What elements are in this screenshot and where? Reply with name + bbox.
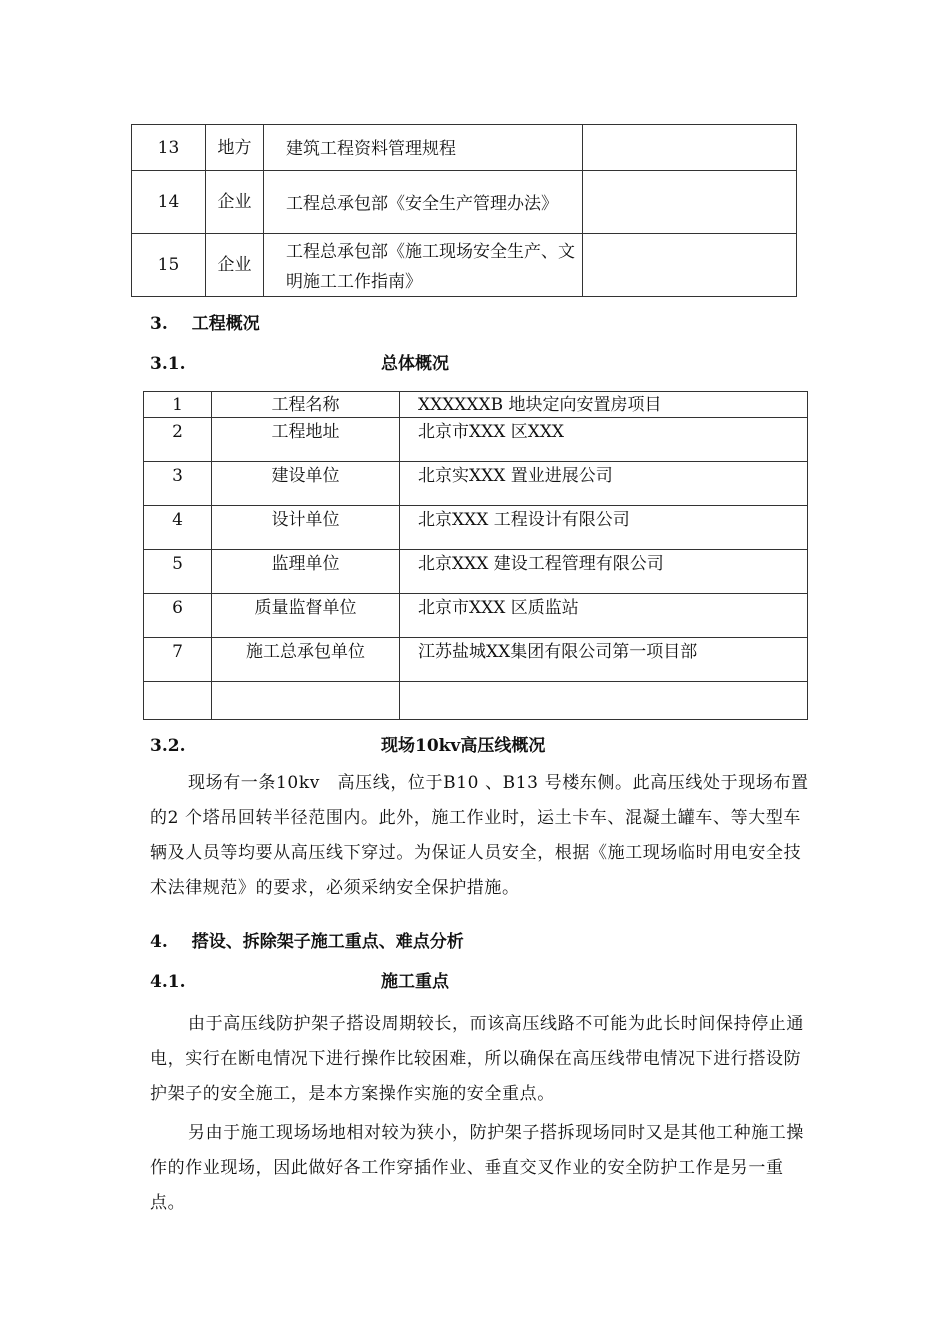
subsection-number: 3.2. xyxy=(150,736,186,756)
reg-note xyxy=(582,125,798,170)
section-title: 工程概况 xyxy=(191,314,260,334)
overview-item: 建设单位 xyxy=(211,462,399,505)
overview-no: 5 xyxy=(172,554,183,574)
body-paragraph: 另由于施工现场场地相对较为狭小，防护架子搭拆现场同时又是其他工种施工操作的作业现场，因此做好各工作穿插作业、垂直交叉作业的安全防护工作是另一重点。 xyxy=(150,1123,804,1213)
reg-title: 建筑工程资料管理规程 xyxy=(263,125,582,170)
table-row xyxy=(144,418,807,462)
body-paragraph: 现场有一条10kv 高压线，位于B10 、B13 号楼东侧。此高压线处于现场布置的2 个塔吊回转半径范围内。此外，施工作业时，运土卡车、混凝土罐车、等大型车辆及人员等均要从高压线下穿过。为保证人员安全，根据《施工现场临时用电安全技术法律规范》的要求，必须采纳安全保护措施。 xyxy=(150,773,809,898)
subsection-title: 施工重点 xyxy=(381,972,449,992)
reg-note xyxy=(582,171,798,233)
section-number: 3. xyxy=(150,314,168,334)
reg-no: 14 xyxy=(157,192,180,212)
section-number: 4. xyxy=(150,932,168,952)
overview-value: 北京市XXX 区XXX xyxy=(399,418,809,461)
subsection-title: 总体概况 xyxy=(381,354,449,374)
overview-item: 监理单位 xyxy=(211,550,399,593)
overview-no: 7 xyxy=(172,642,183,662)
section-title: 搭设、拆除架子施工重点、难点分析 xyxy=(191,932,464,952)
reg-no: 15 xyxy=(157,255,180,275)
reg-level: 企业 xyxy=(205,171,263,233)
table-row xyxy=(144,638,807,682)
reg-title: 工程总承包部《安全生产管理办法》 xyxy=(263,171,582,233)
table-row xyxy=(144,392,807,418)
overview-value: XXXXXXB 地块定向安置房项目 xyxy=(399,392,809,417)
subsection-title: 现场10kv高压线概况 xyxy=(381,736,546,756)
section-heading xyxy=(150,931,464,953)
table-row xyxy=(132,125,796,171)
table-row xyxy=(144,462,807,506)
project-overview-table xyxy=(143,391,808,720)
overview-value: 江苏盐城XX集团有限公司第一项目部 xyxy=(399,638,809,681)
overview-value: 北京实XXX 置业进展公司 xyxy=(399,462,809,505)
table-row xyxy=(132,234,796,296)
overview-no: 1 xyxy=(172,395,183,415)
overview-item: 设计单位 xyxy=(211,506,399,549)
overview-item: 施工总承包单位 xyxy=(211,638,399,681)
section-heading xyxy=(150,313,260,335)
body-paragraph: 由于高压线防护架子搭设周期较长，而该高压线路不可能为此长时间保持停止通电，实行在断电情况下进行操作比较困难，所以确保在高压线带电情况下进行搭设防护架子的安全施工，是本方案操作实施的安全重点。 xyxy=(150,1014,804,1104)
overview-item: 工程名称 xyxy=(211,392,399,417)
overview-no: 4 xyxy=(172,510,183,530)
reg-level: 企业 xyxy=(205,234,263,296)
overview-value: 北京市XXX 区质监站 xyxy=(399,594,809,637)
overview-value xyxy=(399,682,809,719)
overview-item: 质量监督单位 xyxy=(211,594,399,637)
overview-value: 北京XXX 建设工程管理有限公司 xyxy=(399,550,809,593)
table-row xyxy=(132,171,796,234)
overview-item: 工程地址 xyxy=(211,418,399,461)
overview-no: 2 xyxy=(172,422,183,442)
overview-no xyxy=(144,682,211,719)
regulations-table xyxy=(131,124,797,297)
reg-title: 工程总承包部《施工现场安全生产、文明施工工作指南》 xyxy=(263,234,582,296)
table-row xyxy=(144,550,807,594)
overview-value: 北京XXX 工程设计有限公司 xyxy=(399,506,809,549)
overview-item xyxy=(211,682,399,719)
table-row xyxy=(144,682,807,719)
subsection-number: 4.1. xyxy=(150,972,186,992)
reg-level: 地方 xyxy=(205,125,263,170)
reg-no: 13 xyxy=(157,137,180,158)
overview-no: 6 xyxy=(172,598,183,618)
table-row xyxy=(144,594,807,638)
reg-note xyxy=(582,234,798,296)
subsection-number: 3.1. xyxy=(150,354,186,374)
table-row xyxy=(144,506,807,550)
overview-no: 3 xyxy=(172,466,183,486)
